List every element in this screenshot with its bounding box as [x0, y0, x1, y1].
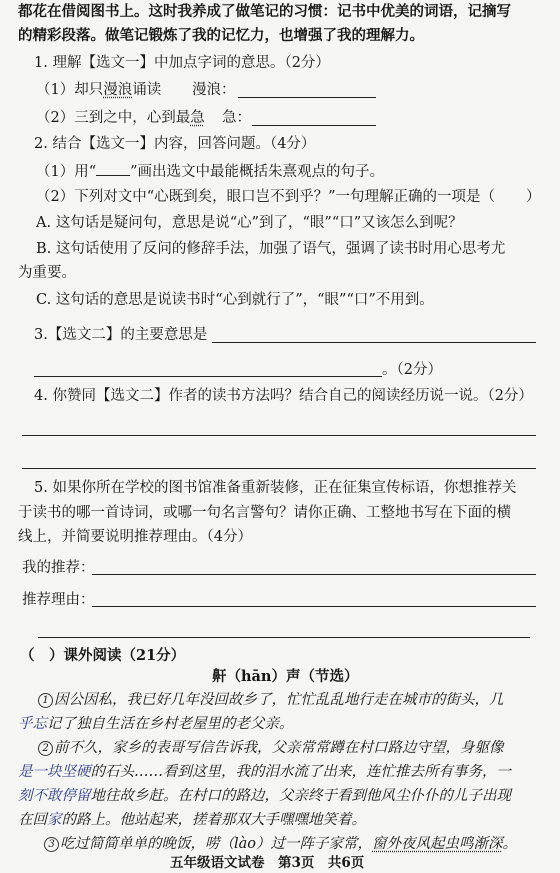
q1-item1-answer-line[interactable] [238, 97, 376, 98]
p2-line1-text: 前不久，家乡的表哥写信告诉我，父亲常常蹲在村口路边守望，身躯像 [54, 740, 504, 756]
p2-line4-text-a: 在回 [18, 812, 47, 828]
section-title: 课外阅读（21分） [63, 647, 186, 664]
reason-answer-line-1[interactable] [92, 606, 536, 607]
p3-dotted-sentence: 窗外夜风起虫鸣渐深 [372, 836, 503, 852]
passage-paragraph-2-line-1 [38, 738, 504, 758]
passage-paragraph-2-line-2 [18, 762, 511, 782]
question-1-item-1 [36, 80, 161, 100]
page-footer: 五年级语文试卷 第3页 共6页 [170, 855, 365, 871]
question-5-line-1: 5. 如果你所在学校的图书馆准备重新装修，正在征集宣传标语，你想推荐关 [34, 480, 517, 496]
p3-line1-text-b: 。 [502, 836, 518, 852]
passage-title: 鼾（hān）声（节选） [212, 668, 359, 685]
passage-paragraph-1-line-1 [38, 690, 504, 710]
passage-paragraph-1-line-2 [18, 714, 294, 734]
passage-continuation-line-2: 的精彩段落。做笔记锻炼了我的记忆力，也增强了我的理解力。 [18, 27, 424, 44]
q1-item2-prefix: （2）三到之中，心到最 [36, 110, 191, 126]
q1-item1-suffix: 诵读 [132, 82, 162, 98]
question-2-item-2-close: ） [526, 189, 541, 205]
passage-paragraph-3-line-1 [44, 834, 517, 854]
q1-item2-answer-line[interactable] [252, 125, 376, 126]
p2-line2-text: 的石头……看到这里，我的泪水流了出来，连忙推去所有事务，一 [90, 764, 511, 780]
q2-item1-text-b: ”画出选文中最能概括朱熹观点的句子。 [130, 164, 385, 180]
question-1-item-2 [36, 108, 205, 128]
p3-line1-text-a: 吃过简简单单的晚饭，唠（lào）过一阵子家常， [60, 836, 373, 852]
question-5-line-3: 线上，并简要说明推荐理由。（4分） [18, 529, 252, 545]
passage-paragraph-2-line-3 [18, 786, 511, 806]
q1-item1-label: 漫浪： [192, 82, 236, 98]
q1-item1-key-word: 漫浪 [103, 82, 133, 98]
q2-item1-text-a: （1）用“ [36, 164, 97, 180]
p2-line3-text: 地往故乡赶。在村口的路边，父亲终于看到他风尘仆仆的儿子出现 [90, 788, 511, 804]
q1-item1-prefix: （1）却只 [36, 82, 104, 98]
question-1-title: 1. 理解【选文一】中加点字词的意思。（2分） [34, 55, 330, 71]
question-5-line-2: 于读书的哪一首诗词，或哪一句名言警句？请你正确、工整地书写在下面的横 [18, 505, 511, 521]
section-number: （ ） [20, 647, 64, 664]
p2-handwritten-overlay-1: 是一块坚硬 [18, 764, 91, 780]
p2-handwritten-overlay-2: 刻不敢停留 [18, 788, 91, 804]
question-2-option-c: C. 这句话的意思是说读书时“心到就行了”，“眼”“口”不用到。 [36, 292, 434, 308]
question-3-end: 。（2分） [382, 362, 442, 378]
q3-answer-line-1[interactable] [212, 342, 536, 343]
reason-answer-line-2[interactable] [38, 637, 530, 638]
paragraph-number-1: 1 [38, 693, 53, 708]
question-2-option-a: A. 这句话是疑问句，意思是说“心”到了，“眼”“口”又该怎么到呢？ [36, 215, 463, 231]
p1-line2-text: 记了独自生活在乡村老屋里的老父亲。 [47, 716, 294, 732]
my-recommendation-label: 我的推荐： [22, 560, 95, 576]
my-recommendation-answer-line[interactable] [92, 574, 536, 575]
q1-item2-key-word: 急 [190, 110, 205, 126]
q3-answer-line-2[interactable] [34, 376, 382, 377]
paragraph-number-3: 3 [44, 837, 59, 852]
q4-answer-line-1[interactable] [22, 435, 536, 436]
question-2-item-2: （2）下列对文中“心既到矣，眼口岂不到乎？”一句理解正确的一项是（ [36, 189, 496, 205]
question-2-option-b-line-1: B. 这句话使用了反问的修辞手法，加强了语气，强调了读书时用心思考尤 [36, 241, 506, 257]
question-3-title: 3.【选文二】的主要意思是 [34, 327, 208, 343]
p1-line1-text: 因公因私，我已好几年没回故乡了，忙忙乱乱地行走在城市的街头，几 [54, 692, 504, 708]
section-extracurricular-reading [20, 646, 185, 666]
q2-item1-underline-sample [96, 161, 130, 176]
question-2-title: 2. 结合【选文一】内容，回答问题。（4分） [34, 136, 316, 152]
question-2-item-1 [36, 161, 384, 182]
question-2-option-b-line-2: 为重要。 [18, 265, 76, 281]
p2-line4-text-b: 的路上。他站起来，搓着那双大手嘿嘿地笑着。 [61, 812, 366, 828]
p2-handwritten-overlay-3: 家 [47, 812, 62, 828]
recommend-reason-label: 推荐理由： [22, 592, 95, 608]
p1-handwritten-overlay: 乎忘 [18, 716, 47, 732]
paragraph-number-2: 2 [38, 741, 53, 756]
question-4-title: 4. 你赞同【选文二】作者的读书方法吗？结合自己的阅读经历说一说。（2分） [34, 388, 533, 404]
q1-item2-label: 急： [222, 110, 251, 126]
passage-paragraph-2-line-4 [18, 810, 366, 830]
q4-answer-line-2[interactable] [22, 468, 536, 469]
passage-continuation-line-1: 都花在借阅图书上。这时我养成了做笔记的习惯：记书中优美的词语，记摘写 [18, 3, 511, 20]
